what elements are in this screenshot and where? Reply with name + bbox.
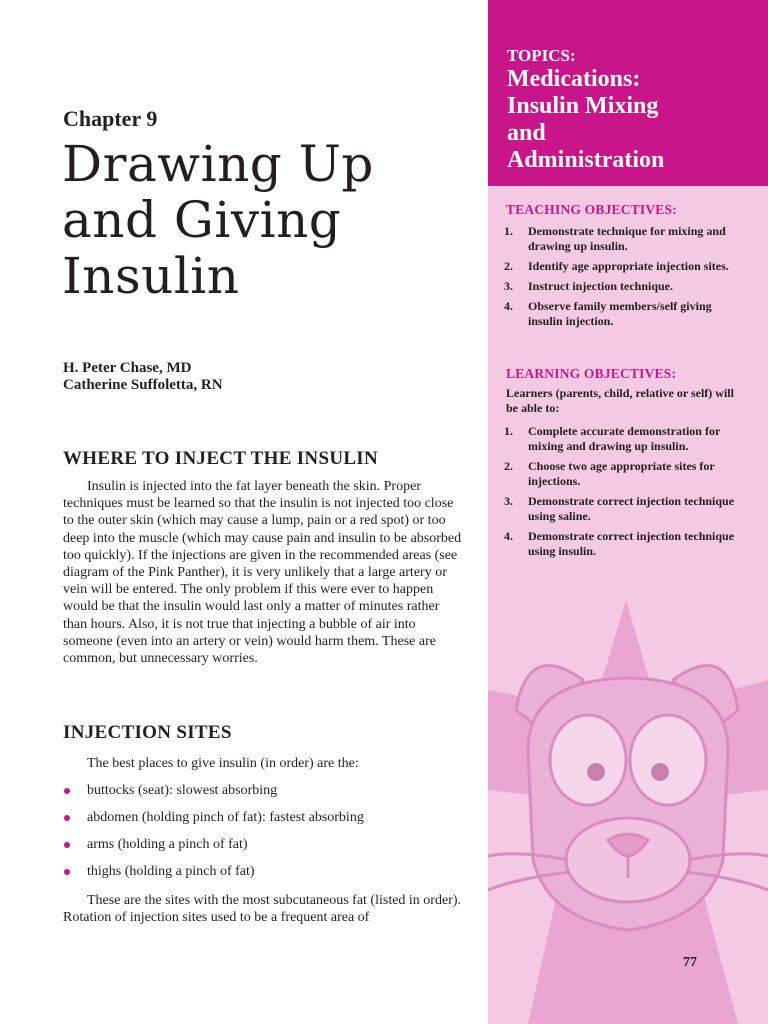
list-item: 2. Identify age appropriate injection sites. bbox=[504, 259, 729, 273]
learning-objectives-intro: Learners (parents, child, relative or self) will be able to: bbox=[506, 386, 734, 415]
chapter-title-line: Drawing Up bbox=[62, 135, 374, 193]
topics-title: Medications: Insulin Mixing and Administration bbox=[507, 66, 665, 173]
chapter-title-line: and Giving bbox=[62, 191, 342, 249]
list-item: 3. Instruct injection technique. bbox=[504, 279, 673, 293]
sites-intro: The best places to give insulin (in order) are the: bbox=[87, 756, 359, 771]
pink-panther-illustration-icon bbox=[488, 560, 768, 1024]
sites-list bbox=[63, 782, 364, 890]
list-item: 2. Choose two age appropriate sites for injections. bbox=[504, 459, 715, 488]
list-item: 4. Demonstrate correct injection technique using insulin. bbox=[504, 529, 735, 558]
body-paragraph: Insulin is injected into the fat layer beneath the skin. Proper techniques must be learned so that the insulin is not injected too close to the outer skin (which may cause a lump, pain or a red spot) or too deep into the muscle (which may cause pain and insulin to be absorbed too quickly). If the injections are given in the recommended areas (see diagram of the Pink Panther), it is very unlikely that a large artery or vein will be entered. The only problem if this were ever to happen would be that the insulin would last only a matter of minutes rather than hours. Also, it is not true that injecting a bubble of air into someone (even into an artery or vein) would harm them. These are common, but unnecessary worries. bbox=[63, 479, 462, 667]
list-item: 1. Complete accurate demonstration for mixing and drawing up insulin. bbox=[504, 424, 721, 453]
section-heading-where: WHERE TO INJECT THE INSULIN bbox=[63, 448, 379, 469]
chapter-title-line: Insulin bbox=[62, 247, 240, 305]
list-item: arms (holding a pinch of fat) bbox=[63, 836, 364, 863]
author-name: H. Peter Chase, MD bbox=[63, 360, 192, 376]
teaching-objectives-heading: TEACHING OBJECTIVES: bbox=[506, 202, 677, 217]
learning-objectives-heading: LEARNING OBJECTIVES: bbox=[506, 366, 677, 381]
list-item: 3. Demonstrate correct injection technique using saline. bbox=[504, 494, 735, 523]
topics-label: TOPICS: bbox=[507, 46, 576, 65]
body-paragraph: These are the sites with the most subcutaneous fat (listed in order). Rotation of injection sites used to be a frequent area of bbox=[63, 893, 462, 925]
authors bbox=[63, 360, 223, 394]
bullet-dot-icon bbox=[64, 869, 70, 875]
bullet-dot-icon bbox=[64, 842, 70, 848]
sidebar bbox=[488, 0, 768, 1024]
bullet-dot-icon bbox=[64, 815, 70, 821]
list-item: abdomen (holding pinch of fat): fastest absorbing bbox=[63, 809, 364, 836]
page-number: 77 bbox=[683, 955, 697, 970]
learning-objectives-list bbox=[504, 424, 744, 564]
list-item: 4. Observe family members/self giving insulin injection. bbox=[504, 299, 712, 328]
list-item: thighs (holding a pinch of fat) bbox=[63, 863, 364, 890]
author-name: Catherine Suffoletta, RN bbox=[63, 377, 223, 393]
list-item: 1. Demonstrate technique for mixing and drawing up insulin. bbox=[504, 224, 726, 253]
list-item: buttocks (seat): slowest absorbing bbox=[63, 782, 364, 809]
chapter-label: Chapter 9 bbox=[63, 106, 158, 131]
topics-box bbox=[488, 0, 768, 186]
bullet-dot-icon bbox=[64, 788, 70, 794]
teaching-objectives-list bbox=[504, 224, 744, 334]
section-heading-sites: INJECTION SITES bbox=[63, 722, 232, 743]
chapter-title bbox=[62, 136, 482, 304]
